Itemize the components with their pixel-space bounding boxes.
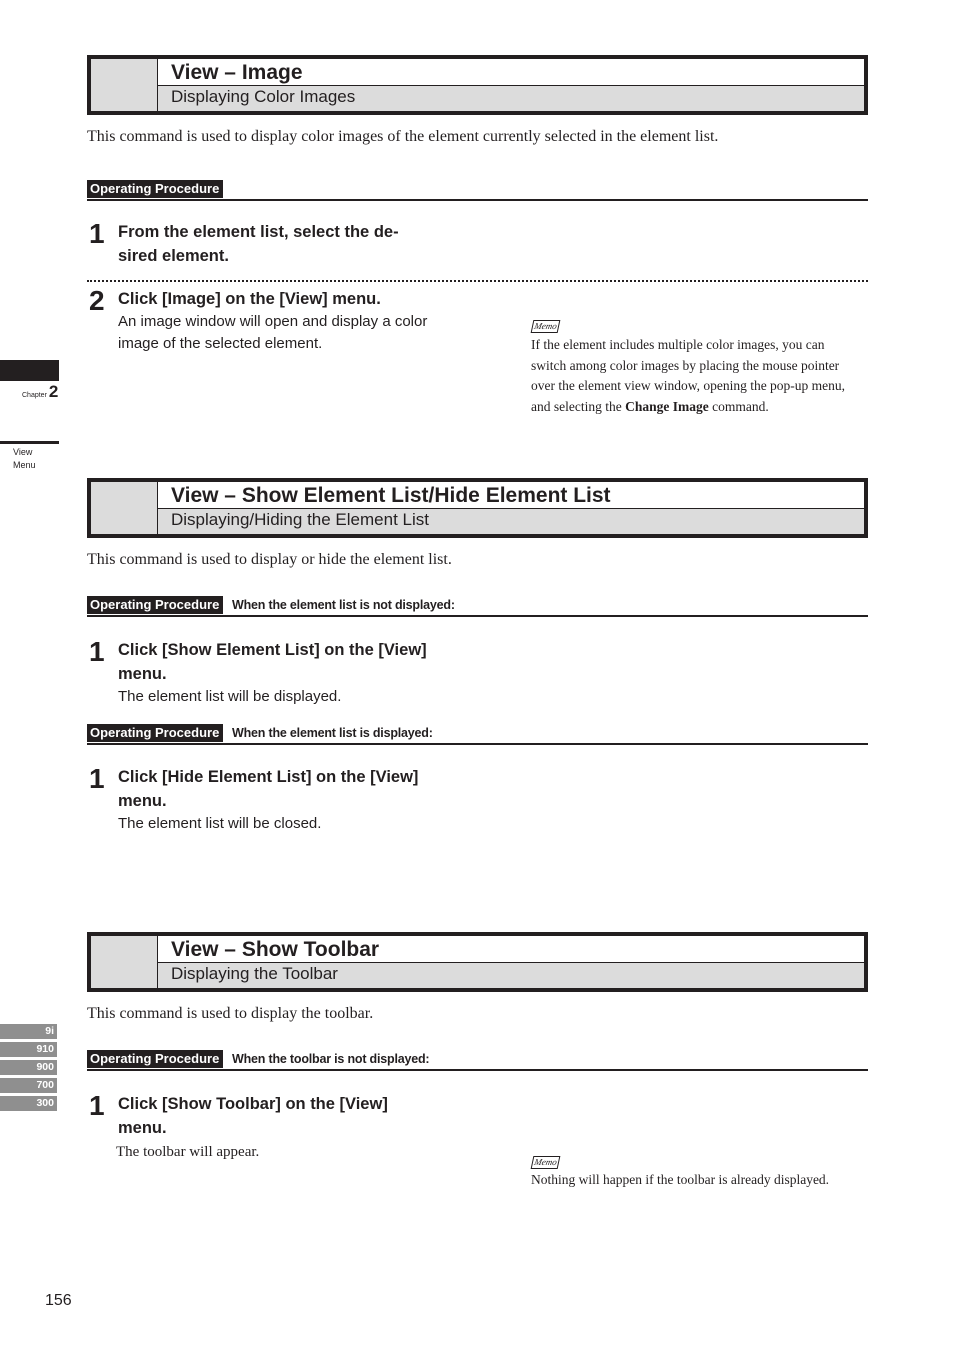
memo-command-name: Change Image <box>625 398 709 414</box>
section-subtitle: Displaying the Toolbar <box>171 964 338 983</box>
step-title-line: Click [Hide Element List] on the [View] <box>118 768 419 786</box>
step-number: 1 <box>89 763 104 794</box>
operating-procedure-bar <box>87 180 868 201</box>
memo-line: If the element includes multiple color images, you can <box>531 337 825 352</box>
section-tab-line1: View <box>13 447 33 457</box>
operating-procedure-bar <box>87 596 868 617</box>
memo-icon: Memo <box>531 1156 561 1169</box>
step-divider <box>87 280 868 282</box>
operating-procedure-badge: Operating Procedure <box>87 724 223 742</box>
model-tab-300: 300 <box>0 1096 57 1111</box>
model-tab-910: 910 <box>0 1042 57 1057</box>
memo-line: over the element view window, opening the pop-up menu, <box>531 378 846 393</box>
memo-text-span: command. <box>708 398 769 414</box>
step-title <box>118 220 463 268</box>
memo-icon: Memo <box>531 320 561 333</box>
section-title: View – Show Element List/Hide Element List <box>158 482 864 509</box>
step-title-line: menu. <box>118 665 167 683</box>
chapter-label <box>22 382 58 402</box>
section-intro: This command is used to display the toolbar. <box>87 1005 374 1022</box>
step-title-line: Click [Show Element List] on the [View] <box>118 641 427 659</box>
operating-procedure-badge: Operating Procedure <box>87 1050 223 1068</box>
memo-text-span: and selecting the <box>531 398 626 414</box>
chapter-tab <box>0 360 59 381</box>
section-header-show-toolbar <box>87 932 868 992</box>
page-number: 156 <box>45 1292 72 1309</box>
chapter-label-text: Chapter <box>22 392 47 399</box>
section-header-inner <box>157 482 864 534</box>
step-title-line: From the element list, select the de- <box>118 223 399 241</box>
memo-line <box>531 397 873 418</box>
section-header-show-element-list <box>87 478 868 538</box>
step-title-line: menu. <box>118 1119 167 1137</box>
operating-procedure-badge: Operating Procedure <box>87 180 223 198</box>
step-number: 2 <box>89 285 104 316</box>
step-description: The element list will be displayed. <box>118 688 342 705</box>
section-subtitle: Displaying Color Images <box>171 87 356 106</box>
section-tab-label <box>13 446 36 472</box>
section-tab-line2: Menu <box>13 460 36 470</box>
memo-text: Nothing will happen if the toolbar is already displayed. <box>531 1172 830 1187</box>
model-tab-700: 700 <box>0 1078 57 1093</box>
step-title-line: menu. <box>118 792 167 810</box>
step-title-line: sired element. <box>118 247 229 265</box>
memo-line: switch among color images by placing the mouse pointer <box>531 357 840 373</box>
section-header-inner <box>157 936 864 988</box>
procedure-condition: When the element list is displayed: <box>232 726 433 740</box>
procedure-condition: When the element list is not displayed: <box>232 598 455 612</box>
operating-procedure-badge: Operating Procedure <box>87 596 223 614</box>
section-subtitle: Displaying/Hiding the Element List <box>171 510 429 529</box>
step-description-line: image of the selected element. <box>118 335 323 352</box>
operating-procedure-bar <box>87 724 868 745</box>
step-title <box>118 638 463 686</box>
step-number: 1 <box>89 1090 104 1121</box>
step-title <box>118 1092 463 1140</box>
operating-procedure-bar <box>87 1050 868 1071</box>
step-title <box>118 765 463 813</box>
section-intro: This command is used to display color images of the element currently selected in the element list. <box>87 128 719 145</box>
memo-text <box>531 335 873 417</box>
model-tab-900: 900 <box>0 1060 57 1075</box>
step-number: 1 <box>89 218 104 249</box>
section-header-view-image <box>87 55 868 115</box>
step-description-line: An image window will open and display a color <box>118 313 428 330</box>
section-title: View – Image <box>158 59 864 86</box>
step-description: The element list will be closed. <box>118 815 322 832</box>
section-header-inner <box>157 59 864 111</box>
step-number: 1 <box>89 636 104 667</box>
step-description: The toolbar will appear. <box>116 1144 260 1160</box>
step-title: Click [Image] on the [View] menu. <box>118 290 381 308</box>
section-intro: This command is used to display or hide the element list. <box>87 551 452 568</box>
step-description <box>118 311 468 355</box>
model-tab-9i: 9i <box>0 1024 57 1039</box>
section-tab-rule <box>0 441 59 444</box>
step-title-line: Click [Show Toolbar] on the [View] <box>118 1095 388 1113</box>
section-title: View – Show Toolbar <box>158 936 864 963</box>
chapter-number: 2 <box>48 382 59 401</box>
procedure-condition: When the toolbar is not displayed: <box>232 1052 430 1066</box>
